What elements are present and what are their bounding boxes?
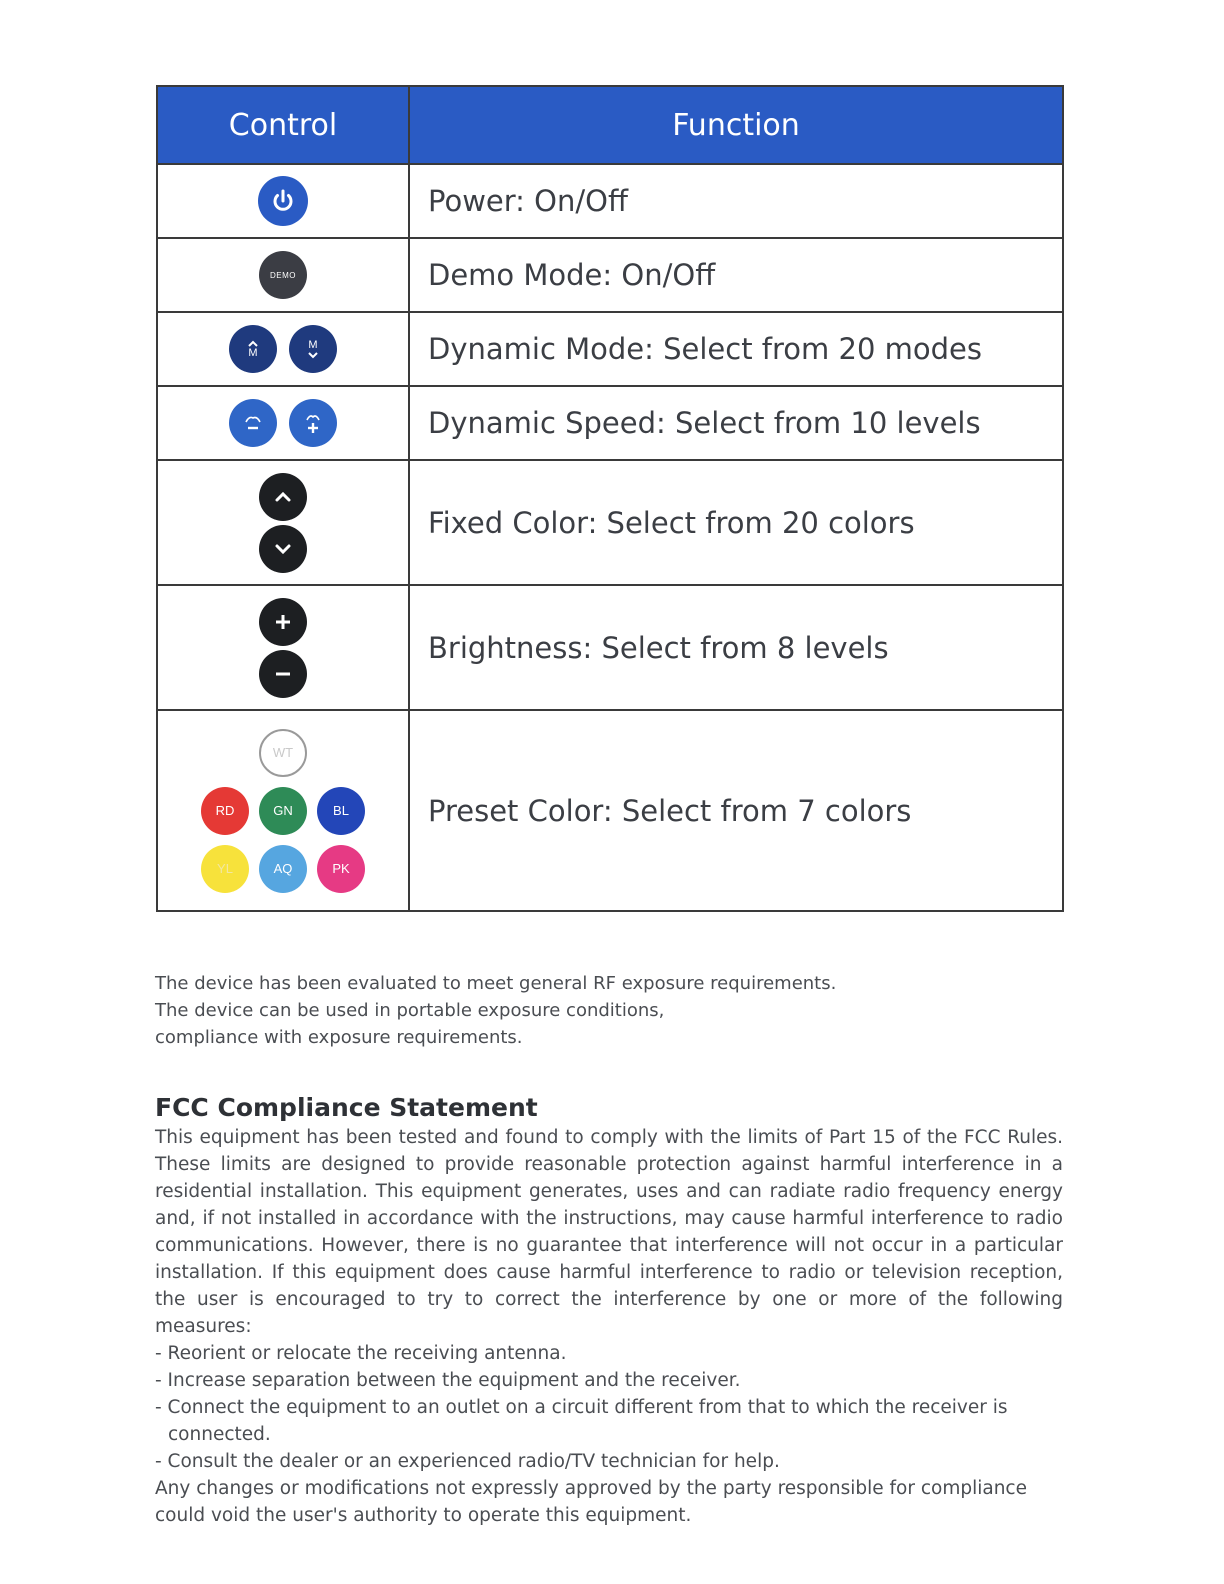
list-item: - Reorient or relocate the receiving antenna. bbox=[155, 1343, 567, 1364]
control-cell bbox=[157, 238, 409, 312]
table-row bbox=[157, 585, 1063, 710]
mode-down-icon bbox=[289, 325, 337, 373]
fcc-intro-paragraph: This equipment has been tested and found to comply with the limits of Part 15 of the FCC Rules. These limits are designed to provide reasonable protection against harmful interference in a residential installation. This equipment generates, uses and can radiate radio frequency energy and, if not installed in accordance with the instructions, may cause harmful interference to radio communications. However, there is no guarantee that interference will not occur in a particular installation. If this equipment does cause harmful interference to radio or television reception, the user is encouraged to try to correct the interference by one or more of the following measures: bbox=[155, 1127, 1063, 1337]
function-cell: Brightness: Select from 8 levels bbox=[409, 585, 1063, 710]
mode-up-icon bbox=[229, 325, 277, 373]
table-row bbox=[157, 386, 1063, 460]
control-column-header: Control bbox=[157, 86, 409, 164]
control-function-table bbox=[156, 85, 1064, 912]
color-chip-yellow: YL bbox=[201, 845, 249, 893]
control-cell bbox=[157, 164, 409, 238]
chevron-down-icon bbox=[259, 525, 307, 573]
function-cell: Power: On/Off bbox=[409, 164, 1063, 238]
function-cell: Dynamic Speed: Select from 10 levels bbox=[409, 386, 1063, 460]
table-row bbox=[157, 164, 1063, 238]
mode-down-label: M bbox=[308, 338, 318, 351]
function-cell: Preset Color: Select from 7 colors bbox=[409, 710, 1063, 911]
control-cell bbox=[157, 585, 409, 710]
speed-down-icon bbox=[229, 399, 277, 447]
control-cell bbox=[157, 460, 409, 585]
rf-note-line: compliance with exposure requirements. bbox=[155, 1027, 523, 1048]
fcc-measures-list bbox=[155, 1340, 1063, 1475]
demo-icon-label: DEMO bbox=[270, 270, 296, 280]
table-row bbox=[157, 238, 1063, 312]
list-item: - Consult the dealer or an experienced radio/TV technician for help. bbox=[155, 1451, 780, 1472]
color-chip-white: WT bbox=[259, 729, 307, 777]
table-row bbox=[157, 460, 1063, 585]
rf-note-line: The device has been evaluated to meet general RF exposure requirements. bbox=[155, 973, 837, 994]
chevron-up-icon bbox=[259, 473, 307, 521]
function-cell: Dynamic Mode: Select from 20 modes bbox=[409, 312, 1063, 386]
fcc-statement-body bbox=[155, 1124, 1063, 1529]
speed-up-icon bbox=[289, 399, 337, 447]
fcc-heading: FCC Compliance Statement bbox=[155, 1093, 538, 1122]
fcc-closing-paragraph: Any changes or modifications not expressly approved by the party responsible for compliance could void the user's authority to operate this equipment. bbox=[155, 1478, 1027, 1526]
table-row bbox=[157, 312, 1063, 386]
table-header-row bbox=[157, 86, 1063, 164]
color-chip-green: GN bbox=[259, 787, 307, 835]
preset-color-grid bbox=[201, 729, 365, 893]
function-cell: Demo Mode: On/Off bbox=[409, 238, 1063, 312]
list-item: - Increase separation between the equipment and the receiver. bbox=[155, 1370, 741, 1391]
table-row bbox=[157, 710, 1063, 911]
rf-note-line: The device can be used in portable exposure conditions, bbox=[155, 1000, 665, 1021]
minus-icon bbox=[259, 650, 307, 698]
color-chip-red: RD bbox=[201, 787, 249, 835]
plus-icon bbox=[259, 598, 307, 646]
power-icon bbox=[258, 176, 308, 226]
demo-icon bbox=[259, 251, 307, 299]
control-cell bbox=[157, 386, 409, 460]
control-cell bbox=[157, 710, 409, 911]
list-item: - Connect the equipment to an outlet on a circuit different from that to which the receiver is connected. bbox=[155, 1397, 1008, 1445]
function-cell: Fixed Color: Select from 20 colors bbox=[409, 460, 1063, 585]
mode-up-label: M bbox=[248, 346, 258, 359]
rf-exposure-note bbox=[155, 970, 1055, 1051]
color-chip-aqua: AQ bbox=[259, 845, 307, 893]
color-chip-blue: BL bbox=[317, 787, 365, 835]
function-column-header: Function bbox=[409, 86, 1063, 164]
color-chip-pink: PK bbox=[317, 845, 365, 893]
control-cell bbox=[157, 312, 409, 386]
